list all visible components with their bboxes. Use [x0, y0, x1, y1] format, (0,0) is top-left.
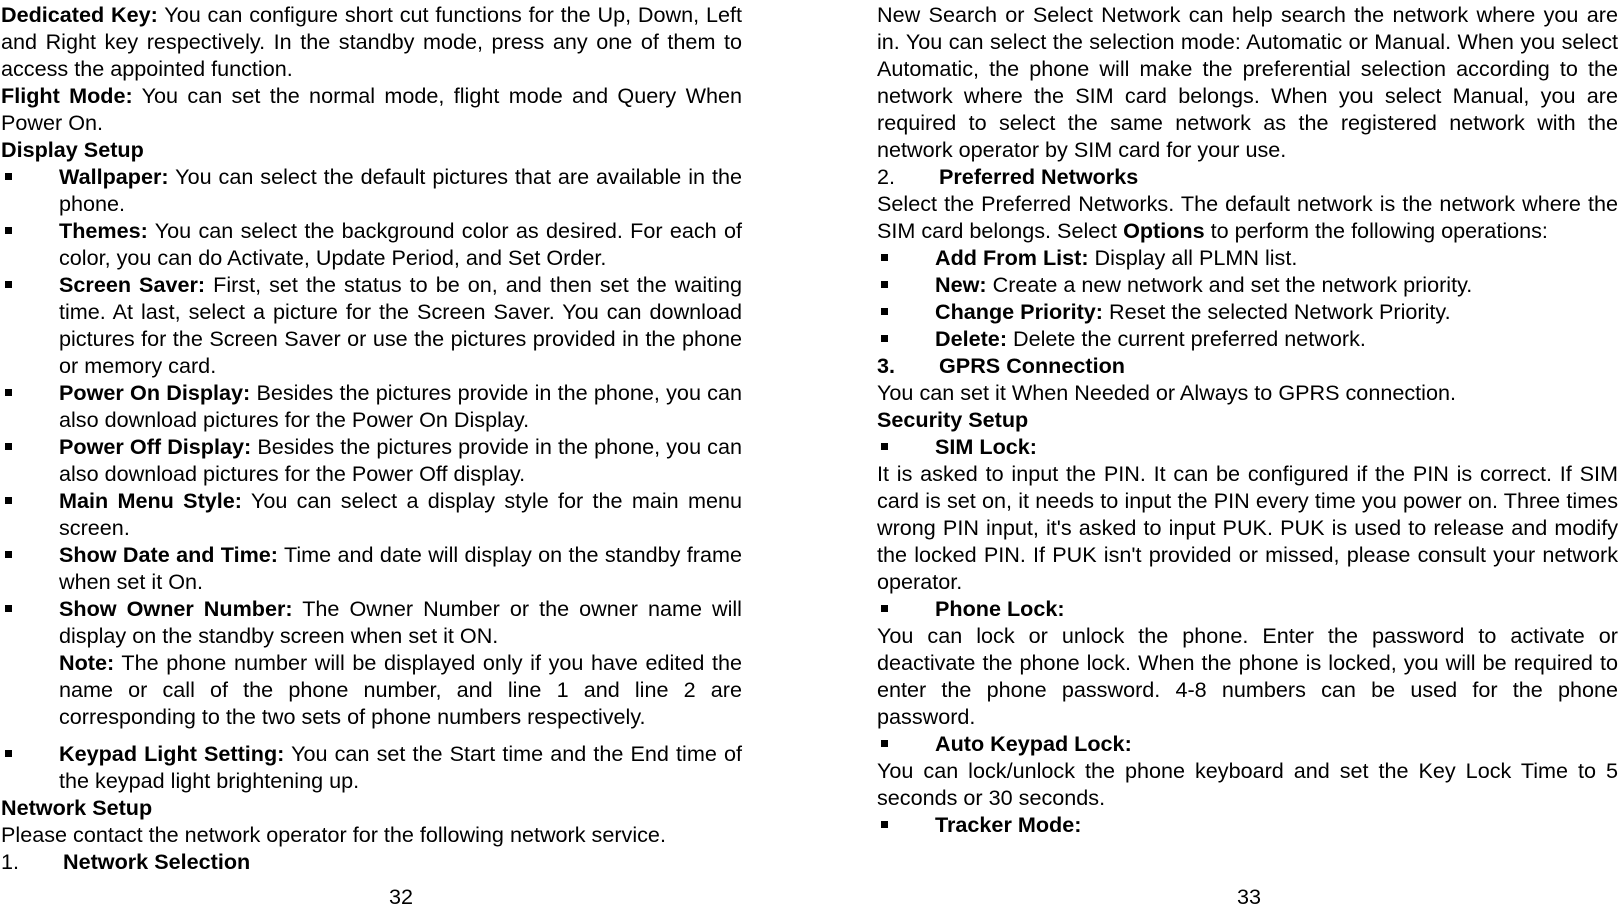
list-item	[1, 271, 742, 379]
list-item	[1, 433, 742, 487]
list-item	[1, 595, 742, 649]
list-item	[877, 811, 1618, 838]
sim-lock-text: It is asked to input the PIN. It can be configured if the PIN is correct. If SIM card is set on, it needs to input the PIN every time you power on. Three times wrong PIN input, it's asked to input PUK. PUK is used to release and modify the locked PIN. If PUK isn't provided or missed, please consult your network operator.	[877, 461, 1618, 594]
item-text: You can select the background color as desired. For each of color, you can do Activate, Update Period, and Set Order.	[59, 218, 742, 270]
item-label: Phone Lock:	[935, 596, 1065, 621]
list-item	[877, 730, 1618, 757]
item-label: Tracker Mode:	[935, 812, 1082, 837]
display-setup-heading: Display Setup	[1, 137, 144, 162]
bullet-square-icon	[5, 173, 12, 180]
dedicated-key-text: You can configure short cut functions for the Up, Down, Left and Right key respectively. In the standby mode, press any one of them to access the appointed function.	[1, 2, 742, 81]
item-text: Besides the pictures provide in the phone, you can also download pictures for the Power Off display.	[59, 434, 742, 486]
bullet-square-icon	[5, 605, 12, 612]
section-title: Network Selection	[63, 849, 251, 874]
item-label: Themes:	[59, 218, 148, 243]
item-label: Show Date and Time:	[59, 542, 278, 567]
dedicated-key-label: Dedicated Key:	[1, 2, 158, 27]
list-item	[1, 541, 742, 595]
network-setup-text: Please contact the network operator for the following network service.	[1, 822, 666, 847]
phone-lock-text: You can lock or unlock the phone. Enter the password to activate or deactivate the phone lock. When the phone is locked, you will be required to enter the phone password. 4-8 numbers can be used for the phone password.	[877, 623, 1618, 729]
bullet-square-icon	[881, 605, 888, 612]
flight-mode-label: Flight Mode:	[1, 83, 133, 108]
right-page	[877, 1, 1618, 838]
network-selection-text: New Search or Select Network can help search the network where you are in. You can select the selection mode: Automatic or Manual. When you select Automatic, the phone will make the preferential selection according to the network where the SIM card belongs. When you select Manual, you are required to select the same network as the registered network with the network operator by SIM card for your use.	[877, 2, 1618, 162]
item-label: Delete:	[935, 326, 1008, 351]
gprs-text: You can set it When Needed or Always to GPRS connection.	[877, 380, 1456, 405]
section-number: 3.	[877, 353, 896, 378]
bullet-square-icon	[881, 740, 888, 747]
left-page	[1, 1, 742, 875]
bullet-square-icon	[5, 281, 12, 288]
flight-mode-text: You can set the normal mode, flight mode and Query When Power On.	[1, 83, 742, 135]
item-label: Add From List:	[935, 245, 1089, 270]
text-part: to perform the following operations:	[1204, 218, 1548, 243]
item-label: Keypad Light Setting:	[59, 741, 285, 766]
item-label: Auto Keypad Lock:	[935, 731, 1132, 756]
list-item	[877, 298, 1618, 325]
network-setup-heading: Network Setup	[1, 795, 153, 820]
item-text: First, set the status to be on, and then set the waiting time. At last, select a picture for the Screen Saver. You can download pictures for the Screen Saver or use the pictures provided in the phone or memory card.	[59, 272, 743, 378]
item-label: SIM Lock:	[935, 434, 1037, 459]
preferred-networks-text	[877, 190, 1618, 244]
item-text: Besides the pictures provide in the phone, you can also download pictures for the Power On Display.	[59, 380, 742, 432]
bullet-square-icon	[881, 443, 888, 450]
page-number-right: 33	[1237, 884, 1262, 909]
auto-keypad-text: You can lock/unlock the phone keyboard and set the Key Lock Time to 5 seconds or 30 seconds.	[877, 758, 1618, 810]
list-item	[877, 595, 1618, 622]
section-number: 2.	[877, 164, 896, 189]
item-label: New:	[935, 272, 987, 297]
flight-mode-paragraph	[1, 82, 742, 136]
bullet-square-icon	[5, 750, 12, 757]
bullet-square-icon	[5, 497, 12, 504]
list-item	[877, 433, 1618, 460]
bullet-square-icon	[881, 308, 888, 315]
item-text: Delete the current preferred network.	[1007, 326, 1366, 351]
bullet-square-icon	[881, 254, 888, 261]
item-text: Display all PLMN list.	[1088, 245, 1298, 270]
item-text: You can select a display style for the main menu screen.	[59, 488, 742, 540]
bullet-square-icon	[5, 551, 12, 558]
options-keyword: Options	[1123, 218, 1205, 243]
list-item	[877, 244, 1618, 271]
item-label: Main Menu Style:	[59, 488, 242, 513]
bullet-square-icon	[881, 821, 888, 828]
list-item	[1, 487, 742, 541]
section-title: Preferred Networks	[939, 164, 1139, 189]
list-item	[877, 271, 1618, 298]
bullet-square-icon	[5, 389, 12, 396]
network-selection-heading	[1, 848, 742, 875]
list-item	[1, 740, 742, 794]
security-setup-heading: Security Setup	[877, 407, 1029, 432]
item-text: Reset the selected Network Priority.	[1102, 299, 1451, 324]
item-label: Show Owner Number:	[59, 596, 293, 621]
bullet-square-icon	[881, 335, 888, 342]
bullet-square-icon	[5, 227, 12, 234]
gprs-heading	[877, 352, 1618, 379]
item-text: Time and date will display on the standby frame when set it On.	[59, 542, 742, 594]
bullet-square-icon	[5, 443, 12, 450]
item-label: Change Priority:	[935, 299, 1103, 324]
note-label: Note:	[59, 650, 115, 675]
note	[1, 649, 742, 730]
page-number-left: 32	[389, 884, 414, 909]
item-text: You can select the default pictures that are available in the phone.	[59, 164, 742, 216]
section-number: 1.	[1, 849, 20, 874]
list-item	[1, 163, 742, 217]
item-label: Power On Display:	[59, 380, 251, 405]
text-part: Select the Preferred Networks. The default network is the network where the SIM card belongs. Select	[877, 191, 1618, 243]
list-item	[877, 325, 1618, 352]
item-text: You can set the Start time and the End time of the keypad light brightening up.	[59, 741, 742, 793]
list-item	[1, 379, 742, 433]
preferred-networks-heading	[877, 163, 1618, 190]
list-item	[1, 217, 742, 271]
note-text: The phone number will be displayed only if you have edited the name or call of the phone number, and line 1 and line 2 are corresponding to the two sets of phone numbers respectively.	[59, 650, 742, 729]
section-title: GPRS Connection	[939, 353, 1125, 378]
item-text: Create a new network and set the network priority.	[986, 272, 1473, 297]
item-label: Wallpaper:	[59, 164, 169, 189]
item-label: Screen Saver:	[59, 272, 206, 297]
item-label: Power Off Display:	[59, 434, 252, 459]
item-text: The Owner Number or the owner name will display on the standby screen when set it ON.	[59, 596, 742, 648]
bullet-square-icon	[881, 281, 888, 288]
dedicated-key-paragraph	[1, 1, 742, 82]
